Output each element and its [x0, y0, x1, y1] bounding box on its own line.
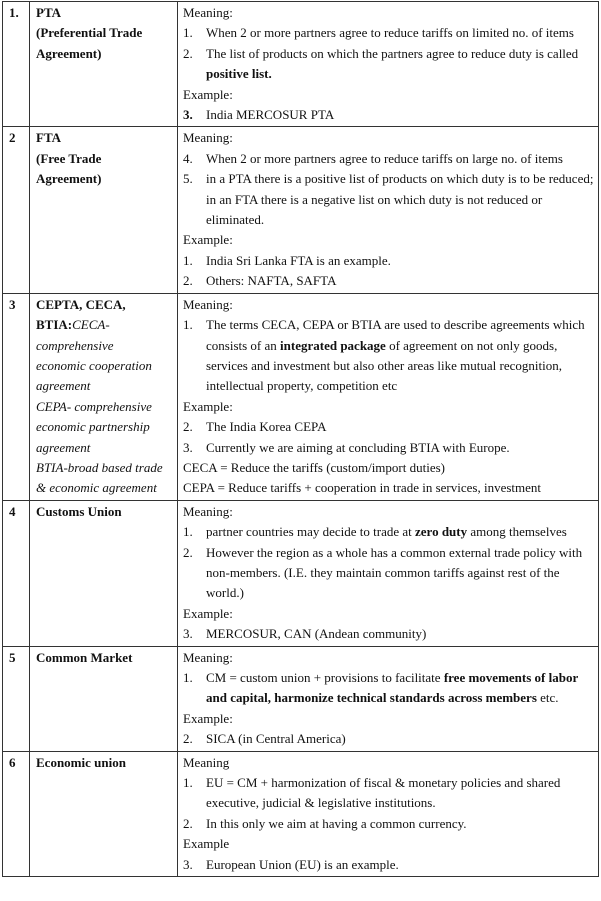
item-text: India MERCOSUR PTA — [206, 107, 335, 123]
example-label: Example: — [183, 710, 233, 726]
meaning-item — [183, 522, 595, 542]
example-item — [183, 624, 595, 644]
agreement-term — [30, 500, 178, 646]
term-line: Common Market — [36, 649, 133, 665]
example-label: Example: — [183, 232, 233, 248]
item-number: 1. — [183, 524, 193, 540]
item-text: CM = custom union + provisions to facilitate free movements of labor and capital, harmonize technical standards across members etc. — [206, 670, 578, 706]
item-text: In this only we aim at having a common currency. — [206, 815, 467, 831]
meaning-item — [183, 814, 595, 834]
example-item — [183, 251, 595, 271]
meaning-item — [183, 543, 595, 604]
example-item — [183, 105, 595, 125]
meaning-item — [183, 668, 595, 709]
item-text: When 2 or more partners agree to reduce tariffs on large no. of items — [206, 150, 563, 166]
item-number: 4. — [183, 150, 193, 166]
meaning-label: Meaning: — [183, 503, 233, 519]
item-number: 1. — [183, 670, 193, 685]
trade-agreements-table — [2, 1, 599, 877]
meaning-item — [183, 149, 595, 169]
agreement-description — [178, 2, 599, 127]
example-item — [183, 417, 595, 437]
meaning-label: Meaning: — [183, 296, 233, 312]
table-row — [3, 500, 599, 646]
item-text: SICA (in Central America) — [206, 731, 346, 747]
item-number: 1. — [183, 317, 193, 333]
item-text: Others: NAFTA, SAFTA — [206, 273, 337, 289]
term-line: (Preferential Trade — [36, 25, 143, 41]
term-line: Economic union — [36, 754, 126, 770]
item-text: The terms CECA, CEPA or BTIA are used to describe agreements which consists of an integrated package of agreement on not only goods, services and investment but also other areas like mutual recognition, intellectual property, competition etc — [206, 317, 585, 394]
example-item — [183, 438, 595, 458]
extra-note: CEPA = Reduce tariffs + cooperation in trade in services, investment — [183, 480, 542, 496]
term-line: FTA — [36, 130, 62, 146]
table-row — [3, 751, 599, 876]
item-text: in a PTA there is a positive list of products on which duty is to be reduced; in an FTA there is a negative list on which duty is not reduced or eliminated. — [206, 171, 594, 228]
agreement-description — [178, 127, 599, 293]
table-row — [3, 127, 599, 293]
term-line: Customs Union — [36, 503, 122, 519]
item-text: The India Korea CEPA — [206, 419, 327, 435]
row-number: 3 — [3, 293, 30, 500]
example-item — [183, 855, 595, 875]
agreement-description — [178, 646, 599, 751]
meaning-item — [183, 315, 595, 397]
item-number: 3. — [183, 107, 193, 123]
term-line: Agreement) — [36, 45, 102, 61]
meaning-label: Meaning: — [183, 130, 233, 146]
item-text: The list of products on which the partners agree to reduce duty is called positive list. — [206, 45, 579, 82]
term-line: (Free Trade — [36, 150, 102, 166]
item-number: 3. — [183, 439, 193, 455]
example-item — [183, 271, 595, 291]
agreement-description — [178, 293, 599, 500]
table-row — [3, 293, 599, 500]
agreement-term — [30, 127, 178, 293]
item-number: 3. — [183, 626, 193, 642]
item-number: 5. — [183, 171, 193, 187]
item-text: India Sri Lanka FTA is an example. — [206, 252, 391, 268]
example-label: Example: — [183, 398, 233, 414]
item-text: However the region as a whole has a common external trade policy with non-members. (I.E. they maintain common tariffs against rest of the world.) — [206, 544, 583, 601]
item-number: 2. — [183, 544, 193, 560]
meaning-item — [183, 773, 595, 814]
example-label: Example: — [183, 605, 233, 621]
meaning-label: Meaning: — [183, 649, 233, 665]
meaning-label: Meaning — [183, 754, 230, 770]
item-text: European Union (EU) is an example. — [206, 856, 399, 872]
term-line: Agreement) — [36, 171, 102, 187]
agreement-term — [30, 646, 178, 751]
agreement-description — [178, 500, 599, 646]
item-text: EU = CM + harmonization of fiscal & monetary policies and shared executive, judicial & legislative institutions. — [206, 775, 561, 811]
item-number: 1. — [183, 252, 193, 268]
item-text: Currently we are aiming at concluding BTIA with Europe. — [206, 439, 510, 455]
row-number: 6 — [3, 751, 30, 876]
meaning-item — [183, 169, 595, 230]
example-item — [183, 729, 595, 749]
agreement-term — [30, 751, 178, 876]
row-number: 2 — [3, 127, 30, 293]
term-line: PTA — [36, 5, 62, 20]
table-body — [3, 2, 599, 877]
item-number: 3. — [183, 856, 193, 872]
item-text: MERCOSUR, CAN (Andean community) — [206, 626, 427, 642]
meaning-label: Meaning: — [183, 5, 233, 20]
table-row — [3, 646, 599, 751]
item-number: 2. — [183, 45, 193, 61]
row-number: 5 — [3, 646, 30, 751]
item-number: 2. — [183, 815, 193, 831]
item-number: 2. — [183, 731, 193, 747]
item-number: 1. — [183, 25, 193, 41]
item-text: When 2 or more partners agree to reduce tariffs on limited no. of items — [206, 25, 574, 41]
example-label: Example: — [183, 86, 233, 102]
row-number: 4 — [3, 500, 30, 646]
example-label: Example — [183, 836, 230, 852]
meaning-item — [183, 23, 595, 43]
agreement-term: CEPTA, CECA, BTIA:CECA- comprehensive economic cooperation agreement CEPA- comprehensive economic partnership agreement BTIA-broad based trade & economic agreement — [30, 293, 178, 500]
item-text: partner countries may decide to trade at zero duty among themselves — [206, 524, 567, 540]
item-number: 2. — [183, 419, 193, 435]
agreement-description — [178, 751, 599, 876]
extra-note: CECA = Reduce the tariffs (custom/import duties) — [183, 459, 445, 475]
item-number: 1. — [183, 775, 193, 791]
meaning-item — [183, 44, 595, 85]
agreement-term — [30, 2, 178, 127]
row-number: 1. — [3, 2, 30, 127]
item-number: 2. — [183, 273, 193, 289]
table-row — [3, 2, 599, 127]
